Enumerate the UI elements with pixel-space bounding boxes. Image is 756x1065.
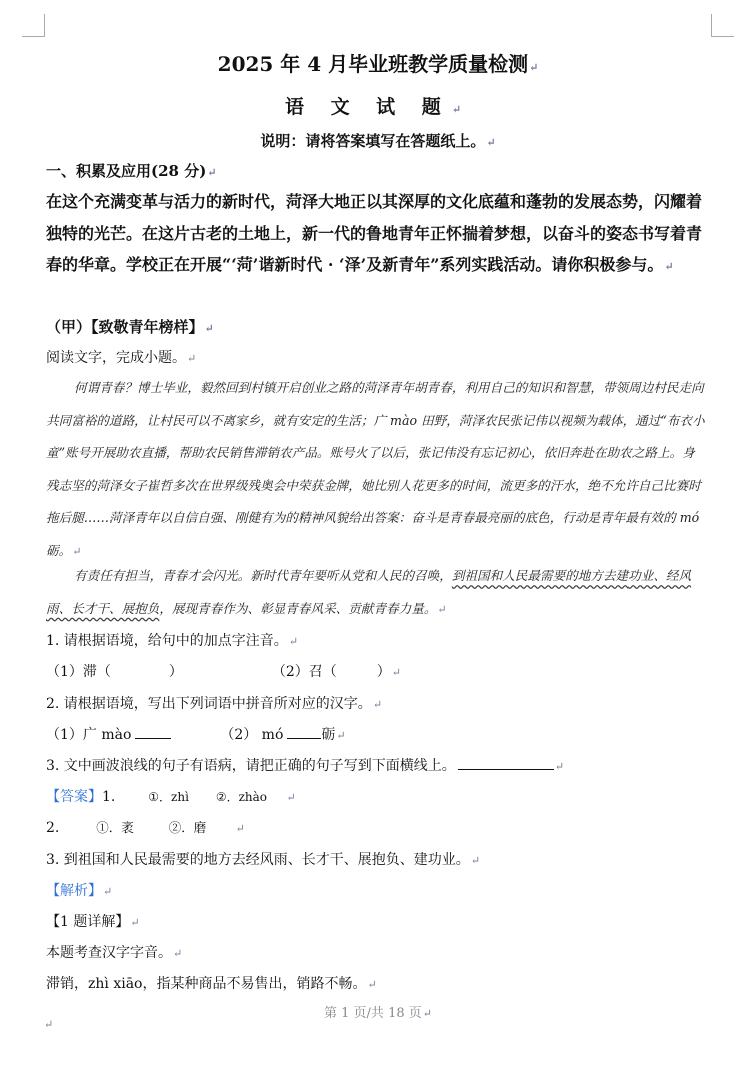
analysis-label-text: 【解析】 [46,883,102,899]
subject-text: 语 文 试 题 [284,96,451,118]
answer-1-item-1: ①．zhì [148,790,189,804]
paragraph-mark-icon: ↵ [207,166,217,179]
wavy-underlined-sentence-a: 到祖国和人民最需要的地方去建 [451,568,629,583]
paragraph-mark-icon: ↵ [286,791,296,804]
paragraph-mark-icon: ↵ [103,885,113,898]
page-number: 第 1 页/共 18 页 [324,1006,422,1021]
paragraph-mark-icon: ↵ [529,61,539,74]
note-text: 说明：请将答案填写在答题纸上。 [260,132,486,150]
section-heading-text: 一、积累及应用(28 分) [46,162,207,180]
q1-item-a: （1）滞（ [46,664,111,680]
detail-heading [46,911,140,931]
answer-3-text: 3. 到祖国和人民最需要的地方去经风雨、长才干、展抱负、建功业。 [46,852,470,868]
paragraph-mark-icon: ↵ [173,947,183,960]
end-paragraph-mark-icon: ↵ [44,1018,54,1031]
analysis-line-2 [46,973,377,993]
passage2-tail: ，展现青春作为、彰显青春风采、贡献青春力量。 [159,600,437,616]
question-1 [46,630,298,650]
answer-line-1 [46,786,296,806]
passage1-text: 何谓青春？博士毕业，毅然回到村镇开启创业之路的菏泽青年胡青春，利用自己的知识和智慧，带领周边村民走向共同富裕的道路，让村民可以不离家乡，就有安定的生活；广 mào 田野，菏泽农民张记伟以视频为载体，通过“布衣小童”账号开展助农直播，帮助农民销售滞销农产品。账号火了以后，张记伟没有忘记初心，依旧奔赴在助农之路上。身残志坚的菏泽女子崔哲多次在世界级残奥会中荣获金牌，她比别人花更多的时间，流更多的汗水，绝不允许自己比赛时拖后腿……菏泽青年以自信自强、刚健有为的精神风貌给出答案：奋斗是青春最亮丽的底色，行动是青年最有效的 mó 砺。 [46,380,705,558]
exam-note [0,130,756,151]
answer-1-num: 1. [102,789,116,805]
paragraph-mark-icon: ↵ [204,322,214,335]
corner-crop-mark-left [22,14,45,37]
reading-passage-2 [46,560,706,626]
q2-item-b-tail: 砺 [321,727,336,743]
paragraph-mark-icon: ↵ [367,978,377,991]
q2-text: 2. 请根据语境，写出下列词语中拼音所对应的汉字。 [46,696,372,712]
exam-title-text: 2025 年 4 月毕业班教学质量检测 [217,52,529,76]
paragraph-mark-icon: ↵ [422,1007,432,1020]
corner-crop-mark-right [711,14,734,37]
paragraph-mark-icon: ↵ [72,544,82,558]
q1-text: 1. 请根据语境，给句中的加点字注音。 [46,633,288,649]
q1-item-b-close: ） [376,664,391,680]
question-2 [46,693,382,713]
paragraph-mark-icon: ↵ [664,260,674,273]
q2-item-a: （1）广 mào [46,727,132,743]
subject-title [0,92,756,119]
question-1-items [46,661,401,681]
passage2-lead: 有责任有担当，青春才会闪光。新时代青年要听从党和人民的召唤， [74,568,452,583]
answer-1-item-2: ②．zhào [215,790,268,804]
paragraph-mark-icon: ↵ [470,854,481,867]
part-heading-text: （甲）【致敬青年榜样】 [46,318,204,336]
analysis-line-1 [46,942,182,962]
paragraph-mark-icon: ↵ [554,760,565,773]
exam-title [0,48,756,77]
reading-instruction [46,347,196,367]
paragraph-mark-icon: ↵ [187,352,197,365]
answer-2-num: 2. [46,820,60,836]
answer-label: 【答案】 [46,789,102,805]
paragraph-mark-icon: ↵ [130,916,140,929]
q1-item-a-close: ） [168,664,183,680]
q3-answer-blank[interactable] [458,755,554,770]
answer-2-item-1: ①．袤 [96,820,134,835]
answer-line-3 [46,849,480,869]
instruction-text: 阅读文字，完成小题。 [46,350,186,366]
question-2-items [46,724,346,744]
paragraph-mark-icon: ↵ [486,136,496,149]
wavy-underlined-sentence-b: 功业、经风雨、长才干、展抱负 [46,568,692,616]
section-intro-text: 在这个充满变革与活力的新时代，菏泽大地正以其深厚的文化底蕴和蓬勃的发展态势，闪耀着独特的光芒。在这片古老的土地上，新一代的鲁地青年正怀揣着梦想，以奋斗的姿态书写着青春的华章。学校正在开展“‘菏’谐新时代 · ‘泽’及新青年”系列实践活动。请你积极参与。 [46,192,703,274]
section-heading [46,160,217,181]
paragraph-mark-icon: ↵ [372,698,383,711]
q2-item-a-blank[interactable] [135,724,171,739]
q3-text: 3. 文中画波浪线的句子有语病，请把正确的句子写到下面横线上。 [46,758,456,774]
paragraph-mark-icon: ↵ [336,729,346,742]
analysis-line-1-text: 本题考查汉字字音。 [46,945,172,961]
paragraph-mark-icon: ↵ [288,635,299,648]
part-heading [46,316,214,337]
analysis-label [46,880,112,900]
answer-2-item-2: ②．磨 [168,820,207,835]
question-3 [46,755,564,775]
section-intro [46,186,706,283]
answer-line-2 [46,818,245,836]
paragraph-mark-icon: ↵ [391,666,401,679]
reading-passage-1 [46,372,706,568]
page-footer [0,1002,756,1021]
paragraph-mark-icon: ↵ [437,602,447,616]
q2-item-b-blank[interactable] [287,724,321,739]
detail-heading-text: 【1 题详解】 [46,914,130,930]
q2-item-b: （2） mó [220,727,284,743]
analysis-line-2-text: 滞销，zhì xiāo，指某种商品不易售出，销路不畅。 [46,976,367,992]
paragraph-mark-icon: ↵ [235,822,245,835]
q1-item-b: （2）召（ [271,664,337,680]
paragraph-mark-icon: ↵ [451,103,472,116]
